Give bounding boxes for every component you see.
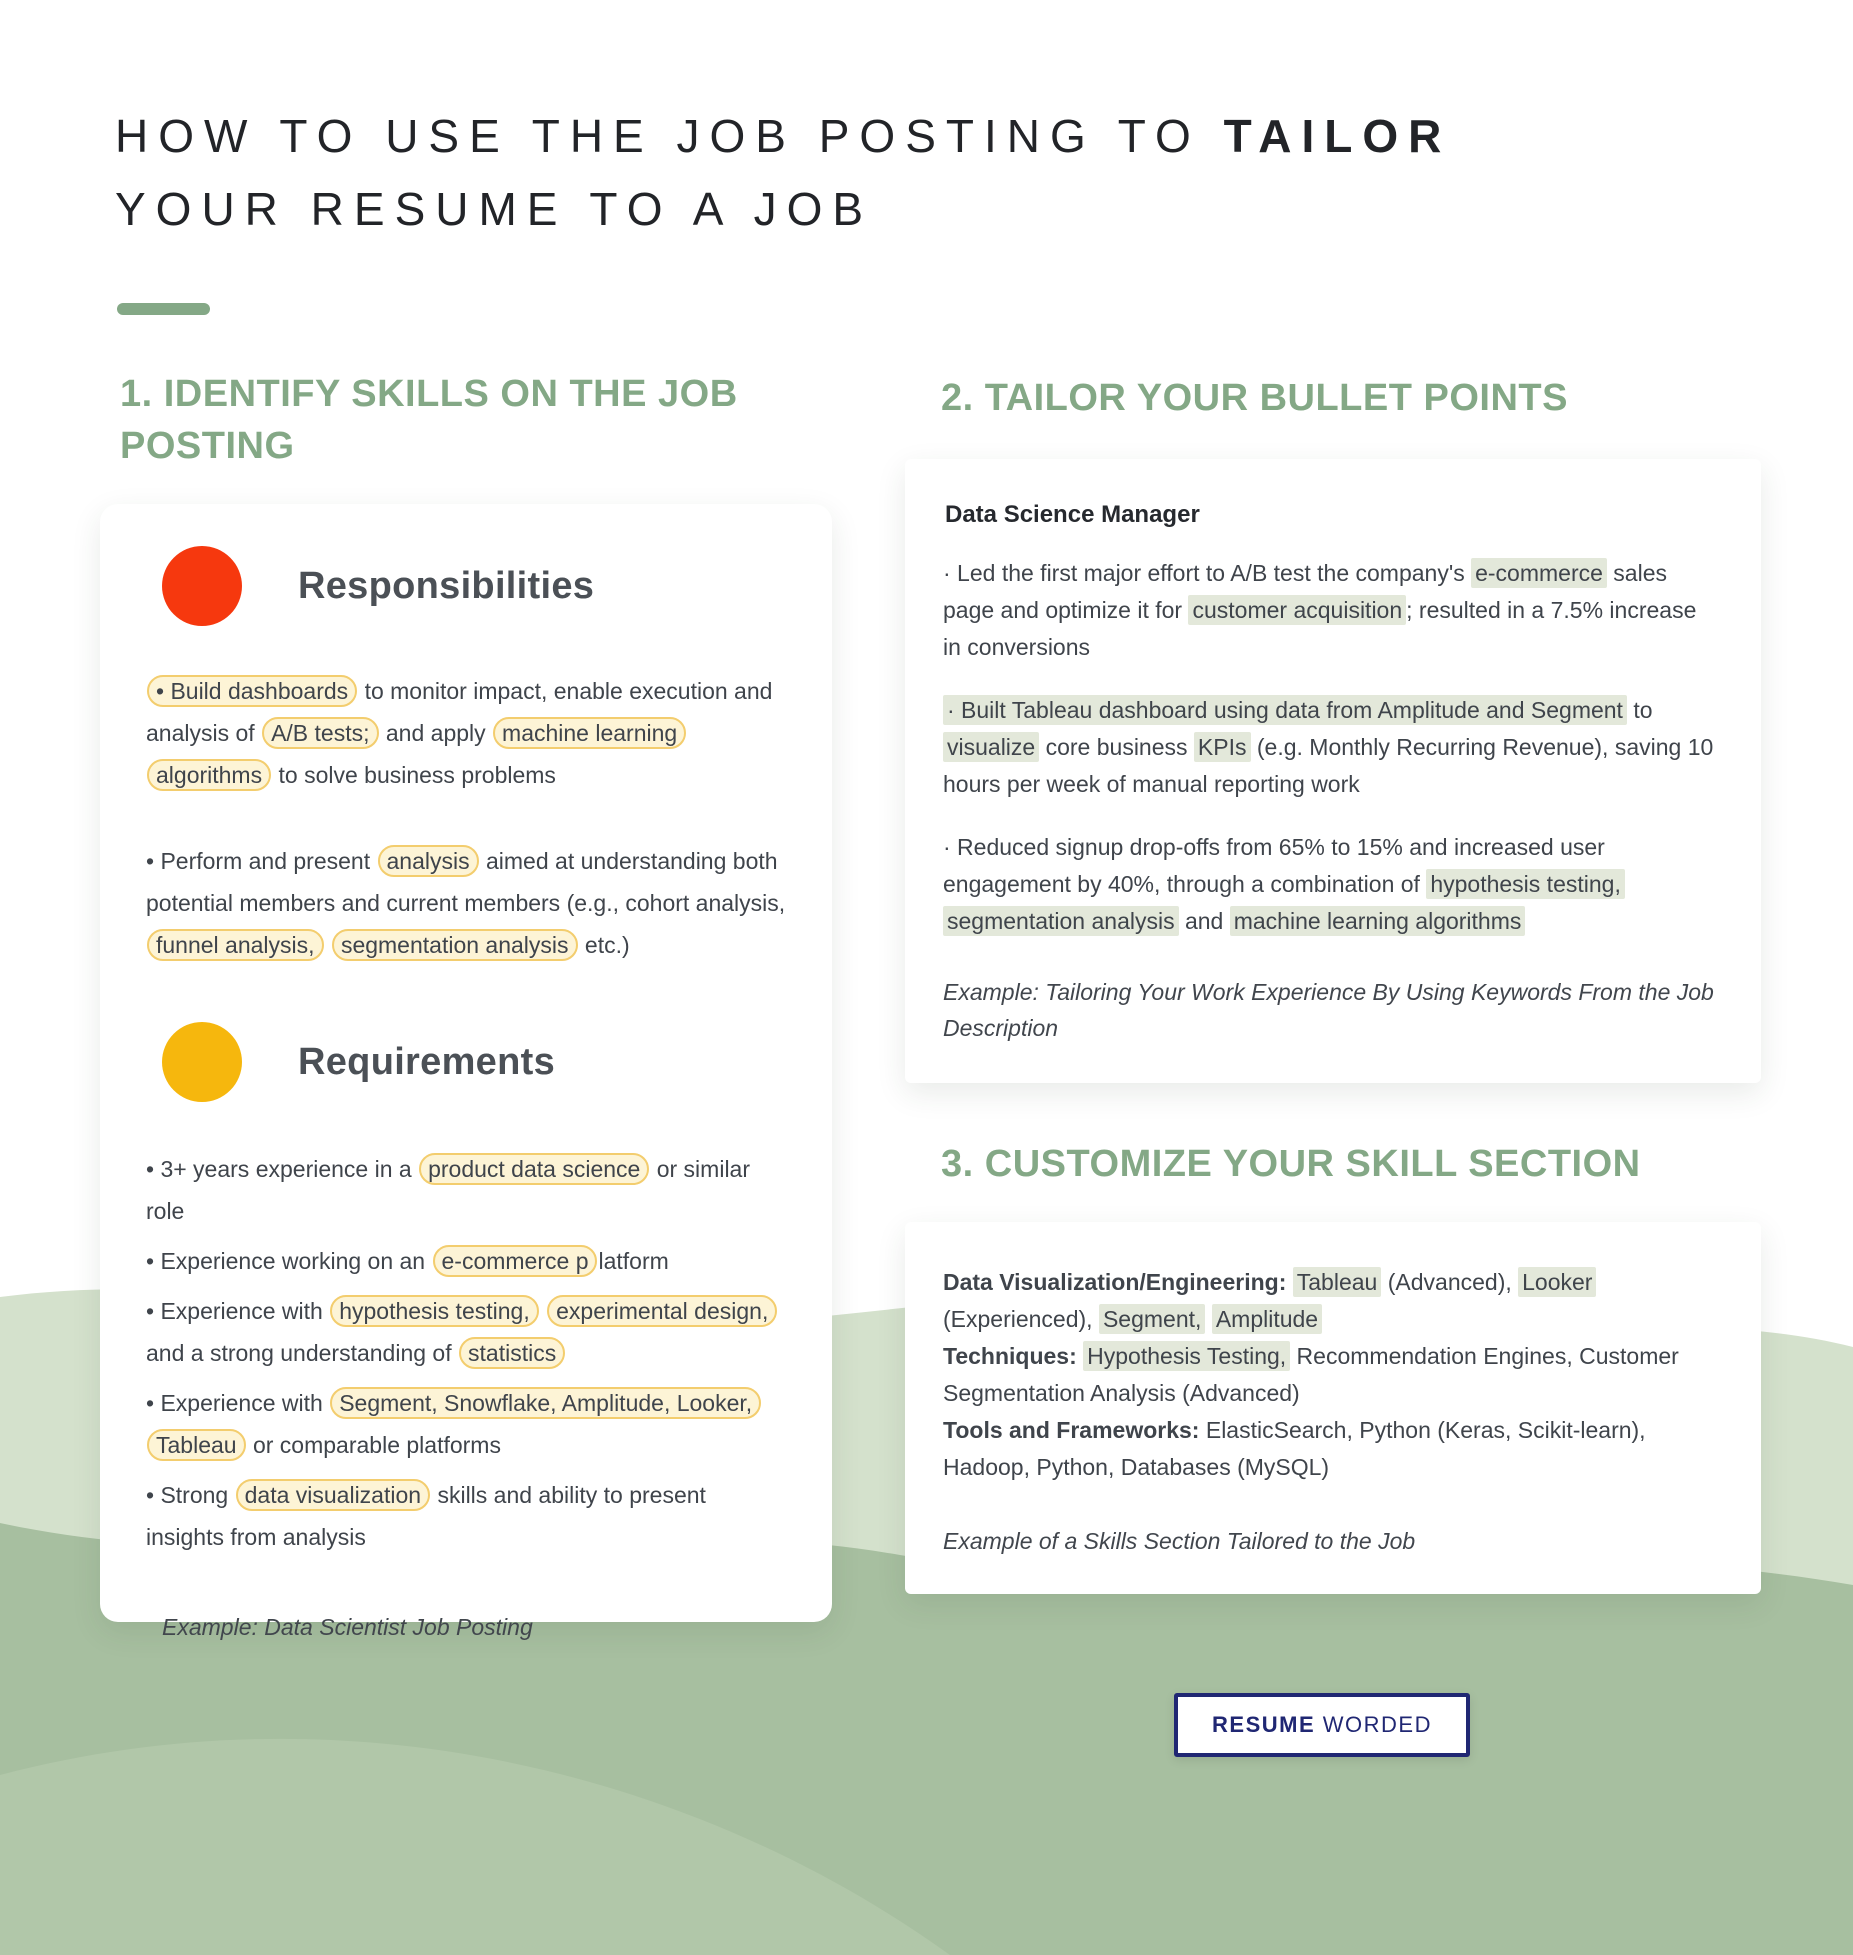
page-title-line-2: YOUR RESUME TO A JOB — [115, 183, 874, 235]
requirement-item: • 3+ years experience in a product data science or similar role — [146, 1148, 786, 1232]
brand-bold-text: RESUME — [1212, 1712, 1316, 1737]
skills-card — [905, 1222, 1761, 1594]
title-underline-dash — [117, 303, 210, 315]
resume-worded-brand-button[interactable] — [1174, 1693, 1470, 1757]
requirements-list — [146, 1148, 786, 1558]
requirement-item: • Experience with hypothesis testing, experimental design, and a strong understanding of statistics — [146, 1290, 786, 1374]
bullet-points-caption: Example: Tailoring Your Work Experience By Using Keywords From the Job Description — [943, 979, 1714, 1041]
yellow-circle-icon — [162, 1022, 242, 1102]
red-circle-icon — [162, 546, 242, 626]
requirement-item: • Strong data visualization skills and ability to present insights from analysis — [146, 1474, 786, 1558]
page-title — [115, 100, 1451, 246]
responsibilities-header — [162, 546, 786, 626]
responsibility-item: • Perform and present analysis aimed at understanding both potential members and current members (e.g., cohort analysis, funnel analysis, segmentation analysis etc.) — [146, 840, 786, 966]
skills-line: Techniques: Hypothesis Testing, Recommendation Engines, Customer Segmentation Analysis (Advanced) — [943, 1343, 1679, 1406]
requirements-header — [162, 1022, 786, 1102]
resume-bullet: · Led the first major effort to A/B test the company's e-commerce sales page and optimize it for customer acquisition ; resulted in a 7.5% increase in conversions — [943, 560, 1697, 660]
resume-bullet: · Built Tableau dashboard using data from Amplitude and Segment to visualize core business KPIs (e.g. Monthly Recurring Revenue), saving 10 hours per week of manual reporting work — [943, 697, 1714, 797]
job-posting-card — [100, 504, 832, 1640]
page-title-line-1 — [115, 100, 1451, 173]
responsibilities-title: Responsibilities — [298, 564, 595, 607]
resume-bullet: · Reduced signup drop-offs from 65% to 15% and increased user engagement by 40%, through a combination of hypothesis testing, segmentation analysis and machine learning algorithms — [943, 829, 1719, 940]
requirement-item: • Experience with Segment, Snowflake, Amplitude, Looker, Tableau or comparable platforms — [146, 1382, 786, 1466]
skills-line: Tools and Frameworks: ElasticSearch, Python (Keras, Scikit-learn), Hadoop, Python, Databases (MySQL) — [943, 1417, 1646, 1480]
section-1-heading: 1. IDENTIFY SKILLS ON THE JOB POSTING — [120, 373, 738, 467]
job-posting-caption: Example: Data Scientist Job Posting — [162, 1614, 533, 1640]
requirements-title: Requirements — [298, 1040, 556, 1083]
section-2-heading: 2. TAILOR YOUR BULLET POINTS — [941, 377, 1568, 419]
requirement-item: • Experience working on an e-commerce p latform — [146, 1240, 786, 1282]
page-title-normal: HOW TO USE THE JOB POSTING TO — [115, 110, 1224, 162]
bullet-points-card — [905, 459, 1761, 1083]
page-title-bold: TAILOR — [1223, 110, 1452, 162]
brand-regular-text: WORDED — [1315, 1712, 1432, 1737]
skills-caption: Example of a Skills Section Tailored to the Job — [943, 1528, 1416, 1554]
resume-job-title: Data Science Manager — [945, 501, 1200, 528]
section-3-heading: 3. CUSTOMIZE YOUR SKILL SECTION — [941, 1143, 1641, 1185]
responsibility-item: • Build dashboards to monitor impact, enable execution and analysis of A/B tests; and apply machine learning algorithms to solve business problems — [146, 670, 786, 796]
skills-line: Data Visualization/Engineering: Tableau (Advanced), Looker (Experienced), Segment, Amplitude — [943, 1264, 1719, 1338]
